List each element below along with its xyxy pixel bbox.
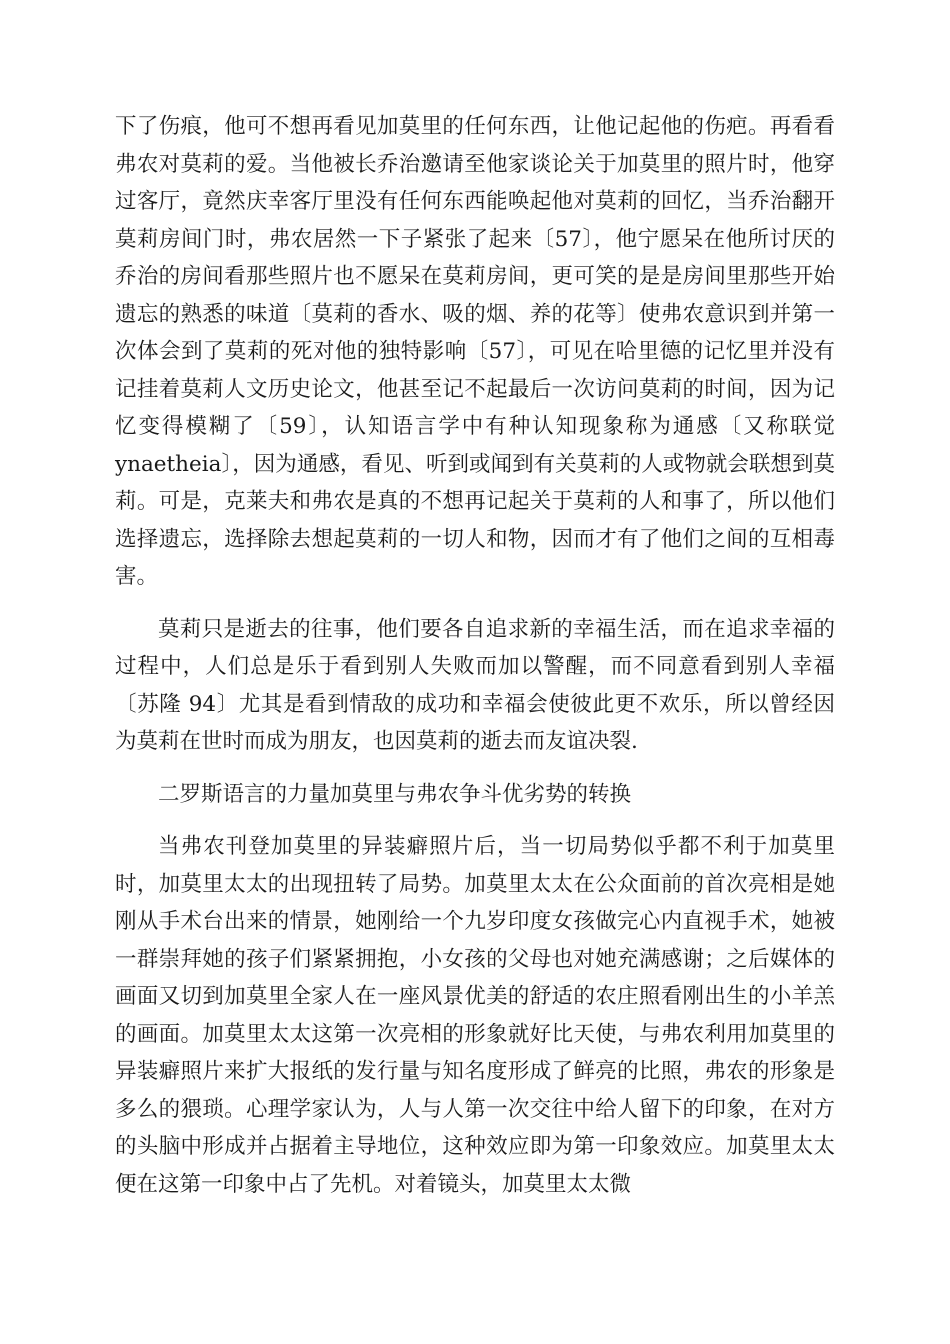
body-paragraph-2: 莫莉只是逝去的往事，他们要各自追求新的幸福生活，而在追求幸福的过程中，人们总是乐于看到别人失败而加以警醒，而不同意看到别人幸福〔苏隆 94〕尤其是看到情敌的成功和幸福会使彼此更不欢乐，所以曾经因为莫莉在世时而成为朋友，也因莫莉的逝去而友谊决裂. [115,616,835,754]
body-paragraph-1: 下了伤痕，他可不想再看见加莫里的任何东西，让他记起他的伤疤。再看看弗农对莫莉的爱。当他被长乔治邀请至他家谈论关于加莫里的照片时，他穿过客厅，竟然庆幸客厅里没有任何东西能唤起他对莫莉的回忆，当乔治翻开莫莉房间门时，弗农居然一下子紧张了起来〔57〕，他宁愿呆在他所讨厌的乔治的房间看那些照片也不愿呆在莫莉房间，更可笑的是是房间里那些开始遗忘的熟悉的味道〔莫莉的香水、吸的烟、养的花等〕使弗农意识到并第一次体会到了莫莉的死对他的独特影响〔57〕，可见在哈里德的记忆里并没有记挂着莫莉人文历史论文，他甚至记不起最后一次访问莫莉的时间，因为记忆变得模糊了〔59〕，认知语言学中有种认知现象称为通感〔又称联觉 ynaetheia〕，因为通感，看见、听到或闻到有关莫莉的人或物就会联想到莫莉。可是，克莱夫和弗农是真的不想再记起关于莫莉的人和事了，所以他们选择遗忘，选择除去想起莫莉的一切人和物，因而才有了他们之间的互相毒害。 [115,114,835,589]
document-body [115,108,835,1203]
section-heading: 二罗斯语言的力量加莫里与弗农争斗优劣势的转换 [158,781,632,807]
body-paragraph-3: 当弗农刊登加莫里的异装癖照片后，当一切局势似乎都不利于加莫里时，加莫里太太的出现扭转了局势。加莫里太太在公众面前的首次亮相是她刚从手术台出来的情景，她刚给一个九岁印度女孩做完心内直视手术，她被一群崇拜她的孩子们紧紧拥抱，小女孩的父母也对她充满感谢；之后媒体的画面又切到加莫里全家人在一座风景优美的舒适的农庄照看刚出生的小羊羔的画面。加莫里太太这第一次亮相的形象就好比天使，与弗农利用加莫里的异装癖照片来扩大报纸的发行量与知名度形成了鲜亮的比照，弗农的形象是多么的猥琐。心理学家认为，人与人第一次交往中给人留下的印象，在对方的头脑中形成并占据着主导地位，这种效应即为第一印象效应。加莫里太太便在这第一印象中占了先机。对着镜头，加莫里太太微 [115,834,835,1197]
